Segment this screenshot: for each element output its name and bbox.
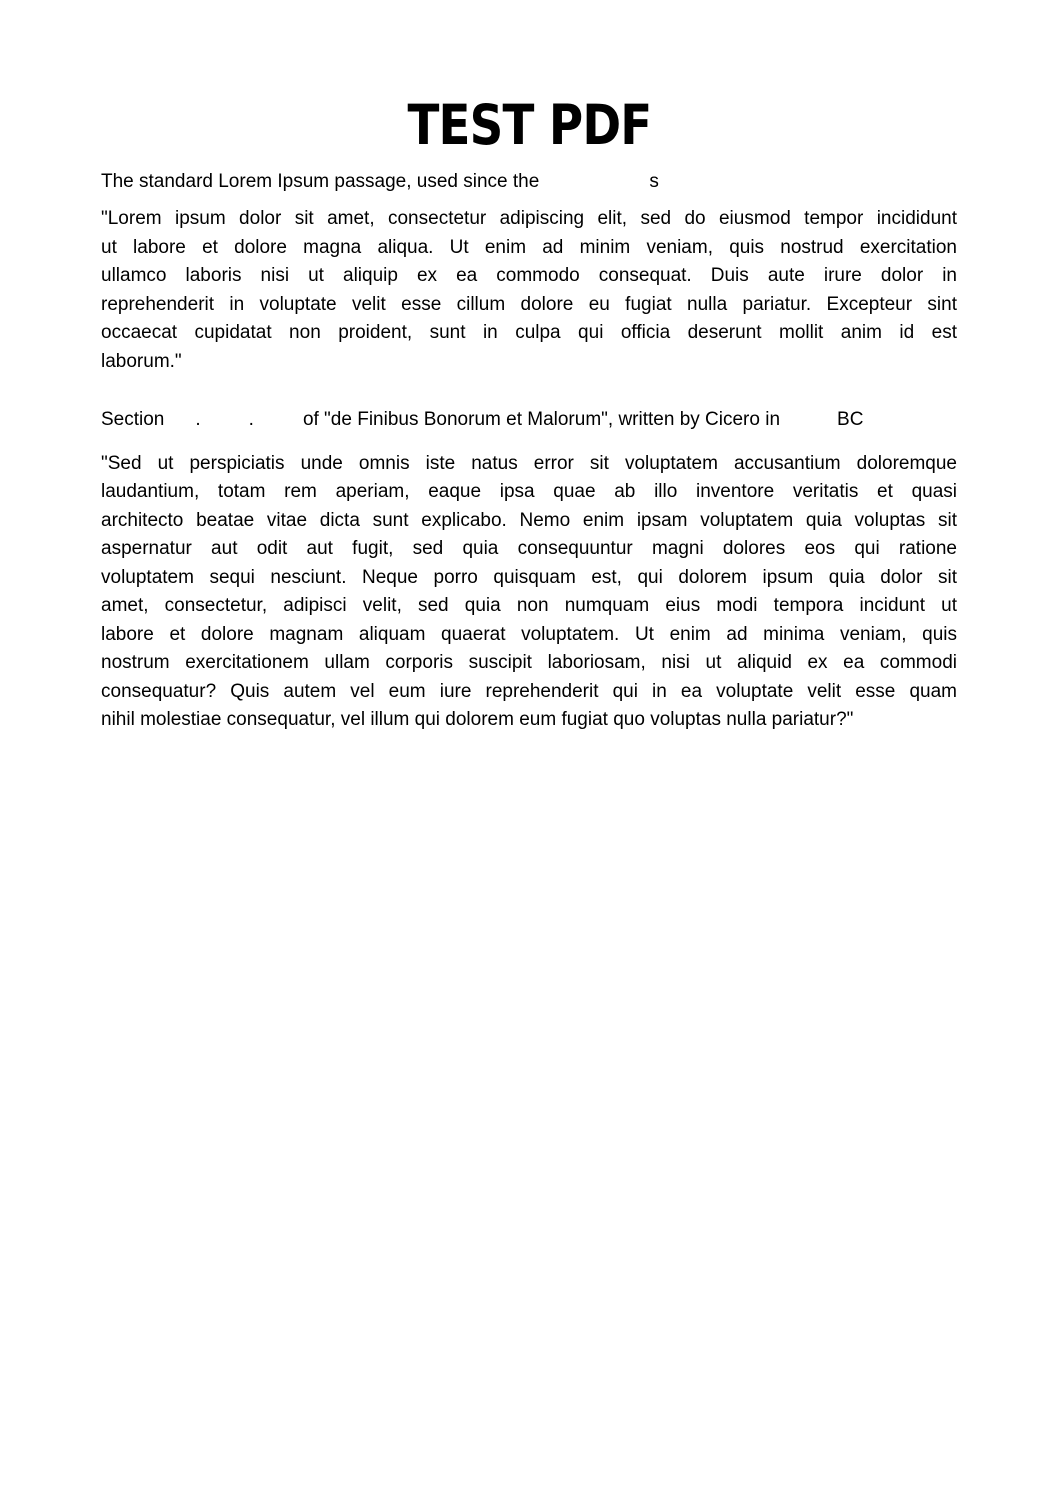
paragraph-line: occaecat cupidatat non proident, sunt in culpa qui officia deserunt mollit anim id est <box>101 322 957 344</box>
section-text-end: BC <box>837 409 864 431</box>
section-dot: . <box>195 409 201 431</box>
paragraph-line: ullamco laboris nisi ut aliquip ex ea commodo consequat. Duis aute irure dolor in <box>101 265 957 287</box>
section-text-middle: of "de Finibus Bonorum et Malorum", written by Cicero in <box>302 409 781 431</box>
paragraph-line: amet, consectetur, adipisci velit, sed quia non numquam eius modi tempora incidunt ut <box>101 595 957 617</box>
paragraph-line: "Lorem ipsum dolor sit amet, consectetur adipiscing elit, sed do eiusmod tempor incididunt <box>101 208 957 230</box>
missing-digits-gap <box>780 424 837 425</box>
paragraph-line: voluptatem sequi nesciunt. Neque porro quisquam est, qui dolorem ipsum quia dolor sit <box>101 566 957 588</box>
paragraph-line: "Sed ut perspiciatis unde omnis iste natus error sit voluptatem accusantium doloremque <box>101 452 957 474</box>
paragraph-line: reprehenderit in voluptate velit esse cillum dolore eu fugiat nulla pariatur. Excepteur sint <box>101 293 957 315</box>
subtitle-text-before: The standard Lorem Ipsum passage, used since the <box>101 170 540 192</box>
document-title <box>101 93 957 158</box>
missing-digits-gap <box>254 424 303 425</box>
paragraph-line: aspernatur aut odit aut fugit, sed quia consequuntur magni dolores eos qui ratione <box>101 538 957 560</box>
missing-digits-gap <box>539 186 649 187</box>
missing-digits-gap <box>201 424 249 425</box>
subtitle-line <box>101 168 957 197</box>
paragraph-line: labore et dolore magnam aliquam quaerat voluptatem. Ut enim ad minima veniam, quis <box>101 623 957 645</box>
lorem-ipsum-paragraph <box>101 205 957 376</box>
paragraph-line: ut labore et dolore magna aliqua. Ut enim ad minim veniam, quis nostrud exercitation <box>101 236 957 258</box>
paragraph-line: architecto beatae vitae dicta sunt explicabo. Nemo enim ipsam voluptatem quia voluptas sit <box>101 509 957 531</box>
document-title-text: TEST PDF <box>407 93 651 157</box>
missing-digit-gap <box>164 424 195 425</box>
paragraph-line: laborum." <box>101 350 182 372</box>
section-dot: . <box>248 409 254 431</box>
paragraph-line: nihil molestiae consequatur, vel illum qui dolorem eum fugiat quo voluptas nulla pariatur?" <box>101 709 854 731</box>
paragraph-line: consequatur? Quis autem vel eum iure reprehenderit qui in ea voluptate velit esse quam <box>101 680 957 702</box>
section-word: Section <box>101 409 165 431</box>
paragraph-line: nostrum exercitationem ullam corporis suscipit laboriosam, nisi ut aliquid ex ea commodi <box>101 652 957 674</box>
paragraph-line: laudantium, totam rem aperiam, eaque ipsa quae ab illo inventore veritatis et quasi <box>101 481 957 503</box>
page-content <box>0 0 1058 735</box>
cicero-paragraph <box>101 450 957 735</box>
subtitle-text-after: s <box>649 170 659 192</box>
section-reference-line <box>101 406 957 435</box>
